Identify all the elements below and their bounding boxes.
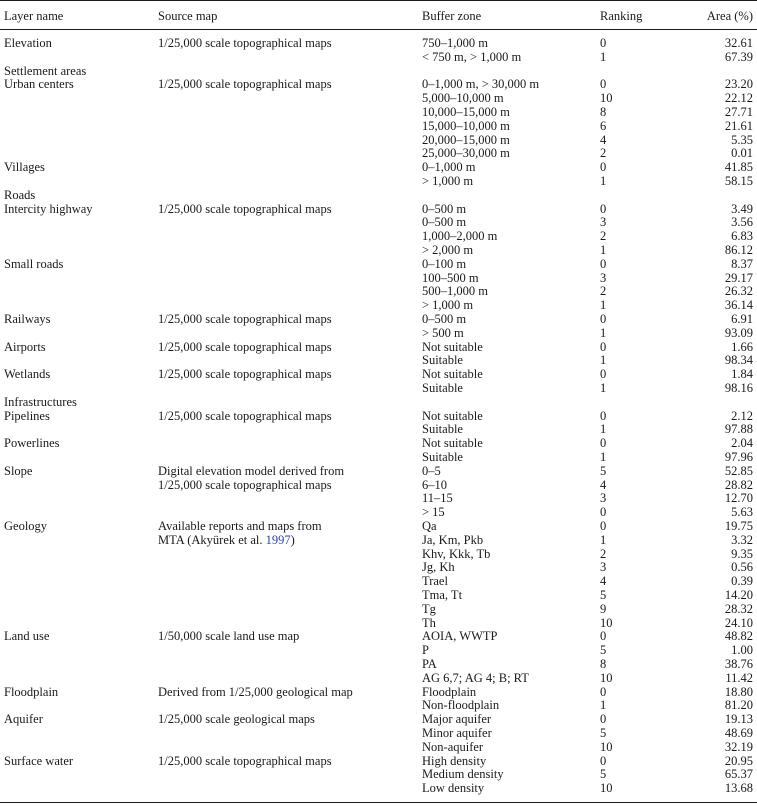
table-row <box>0 755 757 769</box>
cell-ranking: 0 <box>600 256 607 271</box>
table-row <box>0 437 757 451</box>
cell-area-percent: 65.37 <box>724 767 753 782</box>
cell-ranking: 1 <box>600 174 607 188</box>
cell-ranking: 2 <box>600 284 607 299</box>
table-row <box>0 575 757 589</box>
table-bottom-rule <box>0 802 757 803</box>
cell-ranking: 0 <box>600 36 607 50</box>
cell-ranking: 1 <box>600 49 607 64</box>
cell-ranking: 1 <box>600 532 607 547</box>
table-row <box>0 396 757 410</box>
table-row <box>0 617 757 631</box>
cell-ranking: 0 <box>600 753 607 768</box>
cell-ranking: 0 <box>600 312 607 326</box>
cell-buffer-zone: 0–5 <box>422 463 441 478</box>
cell-buffer-zone: Not suitable <box>422 339 483 354</box>
cell-buffer-zone: 1,000–2,000 m <box>422 229 498 244</box>
cell-buffer-zone: Not suitable <box>422 408 483 423</box>
cell-buffer-zone: 25,000–30,000 m <box>422 146 510 161</box>
table-row <box>0 78 757 92</box>
cell-area-percent: 9.35 <box>731 546 753 561</box>
cell-buffer-zone: Tg <box>422 601 436 616</box>
cell-ranking: 0 <box>600 408 607 423</box>
cell-area-percent: 93.09 <box>724 325 753 340</box>
cell-ranking: 1 <box>600 298 607 313</box>
table-row <box>0 479 757 493</box>
cell-source-map: 1/25,000 scale topographical maps <box>158 408 332 423</box>
table-row <box>0 658 757 672</box>
cell-layer-name: Elevation <box>4 36 52 50</box>
cell-area-percent: 48.69 <box>724 726 753 740</box>
cell-buffer-zone: Floodplain <box>422 684 477 699</box>
cell-buffer-zone: > 500 m <box>422 325 464 340</box>
table-row <box>0 161 757 175</box>
cell-ranking: 0 <box>600 201 607 216</box>
table-row <box>0 189 757 203</box>
cell-area-percent: 67.39 <box>724 49 753 64</box>
table-row <box>0 354 757 368</box>
table-row <box>0 92 757 106</box>
cell-buffer-zone: Not suitable <box>422 367 483 382</box>
cell-ranking: 1 <box>600 325 607 340</box>
cell-ranking: 1 <box>600 381 607 395</box>
cell-ranking: 0 <box>600 505 607 520</box>
table-row <box>0 299 757 313</box>
table-row <box>0 368 757 382</box>
cell-ranking: 10 <box>600 670 613 685</box>
table-row <box>0 410 757 424</box>
table-row <box>0 65 757 79</box>
cell-area-percent: 5.35 <box>731 132 753 147</box>
cell-layer-name: Intercity highway <box>4 201 93 216</box>
cell-ranking: 0 <box>600 519 607 533</box>
cell-buffer-zone: AG 6,7; AG 4; B; RT <box>422 670 529 685</box>
cell-area-percent: 0.01 <box>731 146 753 161</box>
cell-ranking: 5 <box>600 463 607 478</box>
cell-source-map: Derived from 1/25,000 geological map <box>158 684 353 699</box>
cell-buffer-zone: Ja, Km, Pkb <box>422 532 484 547</box>
cell-ranking: 3 <box>600 215 607 230</box>
cell-area-percent: 6.91 <box>731 312 753 326</box>
cell-source-map: 1/25,000 scale topographical maps <box>158 201 332 216</box>
cell-buffer-zone: 750–1,000 m <box>422 36 488 50</box>
header-area-percent: Area (%) <box>706 9 753 23</box>
cell-buffer-zone: 11–15 <box>422 491 453 506</box>
cell-layer-name: Roads <box>4 187 36 202</box>
cell-ranking: 0 <box>600 436 607 451</box>
cell-ranking: 0 <box>600 712 607 727</box>
cell-area-percent: 19.13 <box>724 712 753 727</box>
table-header-rule <box>0 29 757 30</box>
cell-buffer-zone: 0–1,000 m, > 30,000 m <box>422 77 540 92</box>
cell-ranking: 2 <box>600 546 607 561</box>
cell-area-percent: 36.14 <box>724 298 753 313</box>
cell-area-percent: 6.83 <box>731 229 753 244</box>
table-row <box>0 258 757 272</box>
cell-layer-name: Pipelines <box>4 408 50 423</box>
cell-area-percent: 22.12 <box>724 91 753 106</box>
table-row <box>0 686 757 700</box>
cell-source-map: Digital elevation model derived from <box>158 463 345 478</box>
cell-buffer-zone: Jg, Kh <box>422 560 455 575</box>
cell-buffer-zone: Low density <box>422 781 485 796</box>
cell-buffer-zone: > 2,000 m <box>422 243 474 257</box>
cell-source-map: 1/25,000 scale topographical maps <box>158 367 332 382</box>
cell-ranking: 3 <box>600 560 607 575</box>
cell-area-percent: 0.39 <box>731 574 753 589</box>
cell-ranking: 1 <box>600 450 607 464</box>
cell-buffer-zone: > 1,000 m <box>422 298 474 313</box>
cell-ranking: 5 <box>600 726 607 740</box>
cell-area-percent: 1.00 <box>731 643 753 658</box>
cell-ranking: 4 <box>600 477 607 492</box>
cell-layer-name: Airports <box>4 339 46 354</box>
cell-area-percent: 32.19 <box>724 739 753 754</box>
cell-ranking: 8 <box>600 657 607 671</box>
cell-area-percent: 18.80 <box>724 684 753 699</box>
cell-layer-name: Infrastructures <box>4 394 77 409</box>
cell-area-percent: 0.56 <box>731 560 753 575</box>
table-row <box>0 285 757 299</box>
cell-ranking: 2 <box>600 229 607 244</box>
table-row <box>0 465 757 479</box>
table-row <box>0 216 757 230</box>
cell-area-percent: 2.04 <box>731 436 753 451</box>
cell-area-percent: 1.66 <box>731 339 753 354</box>
cell-area-percent: 28.32 <box>724 601 753 616</box>
cell-ranking: 6 <box>600 118 607 133</box>
table-row <box>0 672 757 686</box>
cell-area-percent: 19.75 <box>724 519 753 533</box>
table-top-rule <box>0 0 757 1</box>
cell-ranking: 3 <box>600 270 607 285</box>
cell-area-percent: 23.20 <box>724 77 753 92</box>
cell-source-map: 1/25,000 scale geological maps <box>158 712 315 727</box>
cell-ranking: 4 <box>600 132 607 147</box>
cell-layer-name: Villages <box>4 160 45 175</box>
cell-layer-name: Aquifer <box>4 712 43 727</box>
cell-area-percent: 2.12 <box>731 408 753 423</box>
cell-area-percent: 98.16 <box>724 381 753 395</box>
cell-area-percent: 32.61 <box>724 36 753 50</box>
cell-buffer-zone: P <box>422 643 429 658</box>
table-row <box>0 341 757 355</box>
table-row <box>0 451 757 465</box>
table-row <box>0 782 757 796</box>
cell-ranking: 0 <box>600 339 607 354</box>
cell-buffer-zone: 6–10 <box>422 477 447 492</box>
cell-ranking: 9 <box>600 601 607 616</box>
cell-ranking: 0 <box>600 160 607 175</box>
cell-buffer-zone: 500–1,000 m <box>422 284 488 299</box>
cell-area-percent: 3.56 <box>731 215 753 230</box>
cell-buffer-zone: Major aquifer <box>422 712 492 727</box>
cell-buffer-zone: Non-aquifer <box>422 739 484 754</box>
cell-buffer-zone: Khv, Kkk, Tb <box>422 546 491 561</box>
cell-ranking: 8 <box>600 105 607 119</box>
cell-buffer-zone: Non-floodplain <box>422 698 500 713</box>
cell-buffer-zone: 10,000–15,000 m <box>422 105 510 119</box>
cell-source-map: MTA (Akyürek et al. 1997) <box>158 532 295 547</box>
table-row <box>0 120 757 134</box>
cell-buffer-zone: Suitable <box>422 381 463 395</box>
cell-ranking: 5 <box>600 767 607 782</box>
cell-area-percent: 20.95 <box>724 753 753 768</box>
cell-layer-name: Slope <box>4 463 33 478</box>
cell-layer-name: Settlement areas <box>4 63 87 78</box>
table-row <box>0 768 757 782</box>
cell-layer-name: Floodplain <box>4 684 59 699</box>
table-row <box>0 561 757 575</box>
cell-area-percent: 26.32 <box>724 284 753 299</box>
table-row <box>0 147 757 161</box>
cell-area-percent: 1.84 <box>731 367 753 382</box>
citation-link[interactable]: 1997 <box>265 532 291 547</box>
table-row <box>0 203 757 217</box>
cell-area-percent: 27.71 <box>724 105 753 119</box>
cell-buffer-zone: 20,000–15,000 m <box>422 132 510 147</box>
cell-ranking: 1 <box>600 698 607 713</box>
cell-ranking: 0 <box>600 684 607 699</box>
table-row <box>0 37 757 51</box>
cell-layer-name: Surface water <box>4 753 74 768</box>
cell-ranking: 10 <box>600 781 613 796</box>
table-row <box>0 272 757 286</box>
cell-area-percent: 98.34 <box>724 353 753 368</box>
cell-layer-name: Urban centers <box>4 77 74 92</box>
cell-area-percent: 24.10 <box>724 615 753 630</box>
cell-buffer-zone: 0–500 m <box>422 312 467 326</box>
table-row <box>0 423 757 437</box>
table-row <box>0 589 757 603</box>
cell-buffer-zone: PA <box>422 657 437 671</box>
cell-area-percent: 14.20 <box>724 588 753 602</box>
cell-buffer-zone: < 750 m, > 1,000 m <box>422 49 522 64</box>
cell-area-percent: 97.96 <box>724 450 753 464</box>
table-row <box>0 382 757 396</box>
cell-buffer-zone: 0–500 m <box>422 201 467 216</box>
table-row <box>0 175 757 189</box>
cell-ranking: 5 <box>600 643 607 658</box>
cell-buffer-zone: 0–100 m <box>422 256 467 271</box>
table-row <box>0 134 757 148</box>
table-row <box>0 699 757 713</box>
cell-area-percent: 58.15 <box>724 174 753 188</box>
table-row <box>0 520 757 534</box>
cell-ranking: 0 <box>600 629 607 644</box>
cell-buffer-zone: 5,000–10,000 m <box>422 91 504 106</box>
table-row <box>0 492 757 506</box>
cell-buffer-zone: 15,000–10,000 m <box>422 118 510 133</box>
cell-area-percent: 8.37 <box>731 256 753 271</box>
cell-area-percent: 3.49 <box>731 201 753 216</box>
cell-ranking: 1 <box>600 243 607 257</box>
cell-layer-name: Railways <box>4 312 51 326</box>
cell-area-percent: 81.20 <box>724 698 753 713</box>
cell-ranking: 3 <box>600 491 607 506</box>
cell-buffer-zone: Suitable <box>422 422 463 437</box>
cell-buffer-zone: 100–500 m <box>422 270 479 285</box>
cell-buffer-zone: > 1,000 m <box>422 174 474 188</box>
cell-source-map: Available reports and maps from <box>158 519 322 533</box>
cell-buffer-zone: Medium density <box>422 767 504 782</box>
table-row <box>0 506 757 520</box>
cell-area-percent: 38.76 <box>724 657 753 671</box>
cell-ranking: 4 <box>600 574 607 589</box>
table-row <box>0 713 757 727</box>
cell-layer-name: Geology <box>4 519 48 533</box>
table-row <box>0 644 757 658</box>
cell-ranking: 1 <box>600 422 607 437</box>
cell-source-map: 1/25,000 scale topographical maps <box>158 312 332 326</box>
cell-ranking: 1 <box>600 353 607 368</box>
table-row <box>0 51 757 65</box>
cell-ranking: 0 <box>600 367 607 382</box>
cell-area-percent: 97.88 <box>724 422 753 437</box>
cell-ranking: 10 <box>600 615 613 630</box>
cell-buffer-zone: Tma, Tt <box>422 588 463 602</box>
cell-area-percent: 3.32 <box>731 532 753 547</box>
cell-buffer-zone: Suitable <box>422 450 463 464</box>
cell-area-percent: 48.82 <box>724 629 753 644</box>
cell-buffer-zone: AOIA, WWTP <box>422 629 498 644</box>
cell-source-map: 1/25,000 scale topographical maps <box>158 753 332 768</box>
header-buffer-zone: Buffer zone <box>422 9 482 23</box>
table-row <box>0 603 757 617</box>
cell-buffer-zone: Trael <box>422 574 448 589</box>
cell-area-percent: 12.70 <box>724 491 753 506</box>
cell-layer-name: Powerlines <box>4 436 60 451</box>
cell-area-percent: 13.68 <box>724 781 753 796</box>
cell-buffer-zone: 0–1,000 m <box>422 160 476 175</box>
table-row <box>0 230 757 244</box>
cell-source-map: 1/25,000 scale topographical maps <box>158 477 332 492</box>
header-source-map: Source map <box>158 9 218 23</box>
cell-buffer-zone: Minor aquifer <box>422 726 492 740</box>
cell-source-map: 1/25,000 scale topographical maps <box>158 77 332 92</box>
cell-source-map: 1/25,000 scale topographical maps <box>158 36 332 50</box>
table-row <box>0 727 757 741</box>
cell-buffer-zone: > 15 <box>422 505 445 520</box>
cell-buffer-zone: Suitable <box>422 353 463 368</box>
table-row <box>0 327 757 341</box>
table-row <box>0 313 757 327</box>
cell-ranking: 5 <box>600 588 607 602</box>
cell-source-map: 1/25,000 scale topographical maps <box>158 339 332 354</box>
table-row <box>0 630 757 644</box>
cell-layer-name: Wetlands <box>4 367 51 382</box>
cell-ranking: 10 <box>600 739 613 754</box>
header-ranking: Ranking <box>600 9 643 23</box>
cell-area-percent: 21.61 <box>724 118 753 133</box>
table-row <box>0 534 757 548</box>
table-row <box>0 548 757 562</box>
cell-buffer-zone: Qa <box>422 519 437 533</box>
cell-area-percent: 52.85 <box>724 463 753 478</box>
cell-ranking: 0 <box>600 77 607 92</box>
cell-area-percent: 29.17 <box>724 270 753 285</box>
table-row <box>0 106 757 120</box>
cell-area-percent: 11.42 <box>725 670 753 685</box>
cell-area-percent: 41.85 <box>724 160 753 175</box>
header-layer-name: Layer name <box>4 9 64 23</box>
cell-buffer-zone: 0–500 m <box>422 215 467 230</box>
cell-area-percent: 86.12 <box>724 243 753 257</box>
cell-layer-name: Land use <box>4 629 50 644</box>
cell-source-map: 1/50,000 scale land use map <box>158 629 300 644</box>
table-header-row <box>0 8 757 24</box>
cell-buffer-zone: High density <box>422 753 487 768</box>
cell-layer-name: Small roads <box>4 256 64 271</box>
cell-ranking: 10 <box>600 91 613 106</box>
table-row <box>0 741 757 755</box>
cell-buffer-zone: Not suitable <box>422 436 483 451</box>
cell-area-percent: 28.82 <box>724 477 753 492</box>
cell-buffer-zone: Th <box>422 615 436 630</box>
cell-area-percent: 5.63 <box>731 505 753 520</box>
table-row <box>0 244 757 258</box>
cell-ranking: 2 <box>600 146 607 161</box>
